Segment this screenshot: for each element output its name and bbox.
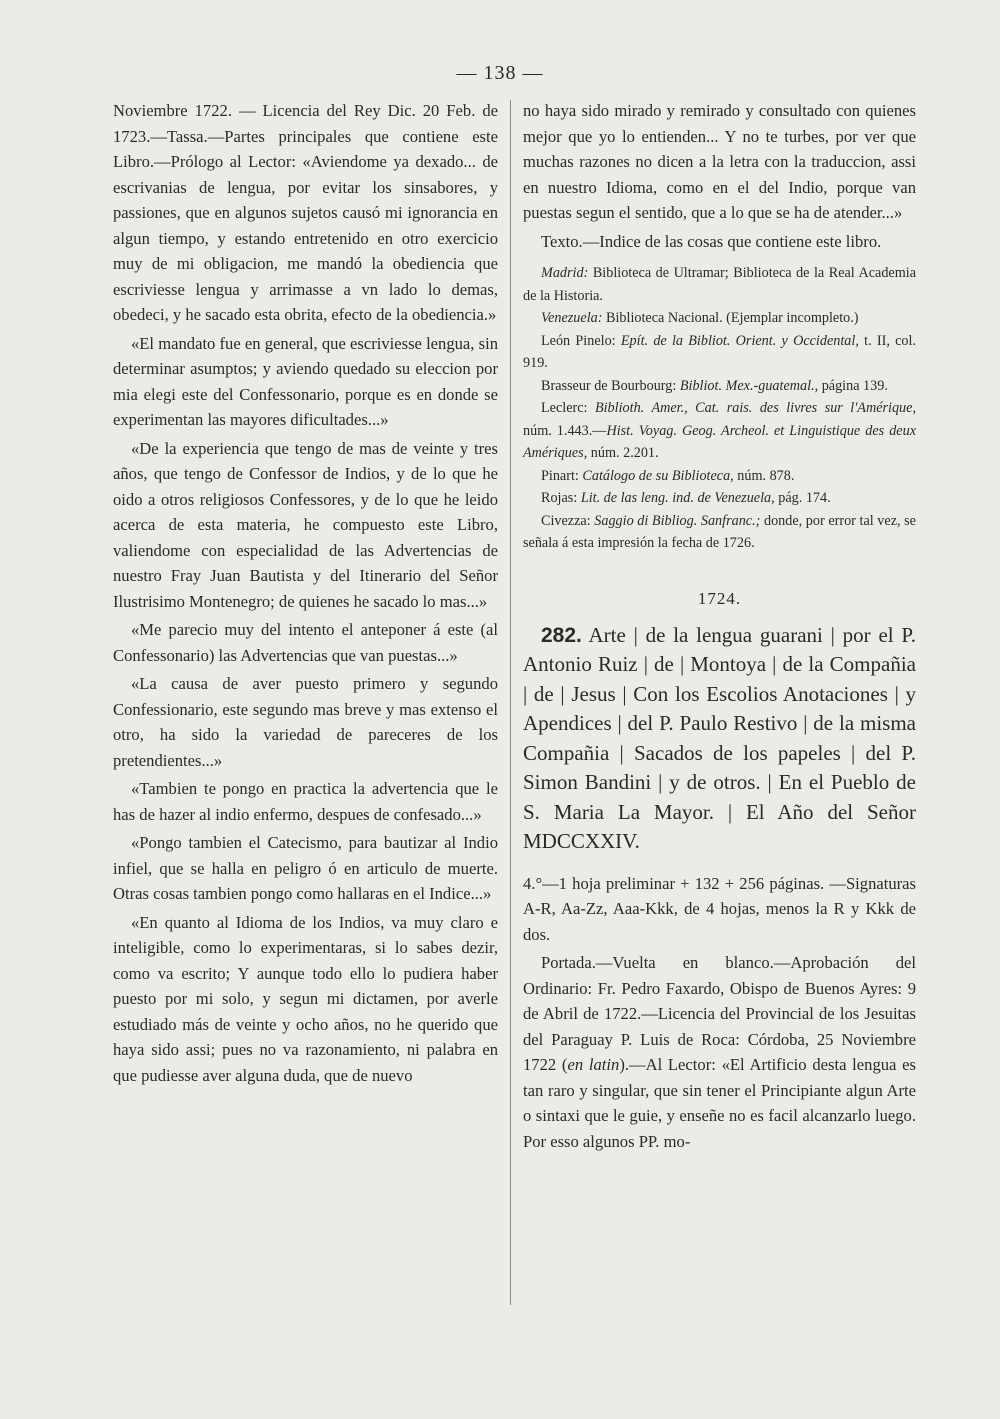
reference-title: Hist. Voyag. Geog. Archeol. et Linguistique des deux Amériques <box>523 422 916 461</box>
reference-rojas <box>523 487 916 510</box>
right-column <box>523 98 916 1154</box>
reference-title: Bibliot. Mex.-guatemal. <box>679 377 815 394</box>
physical-description: 4.°—1 hoja preliminar + 132 + 256 páginas. —Signaturas A-R, Aa-Zz, Aaa-Kkk, de 4 hojas, menos la R y Kkk de dos. <box>523 873 916 944</box>
reference-text: , t. II, col. 919. <box>523 332 917 371</box>
entry-title <box>523 621 916 857</box>
reference-pinart <box>523 465 916 488</box>
reference-text: , núm. 878. <box>730 467 795 484</box>
page-number: — 138 — <box>456 62 544 84</box>
reference-text: , página 139. <box>814 377 888 394</box>
column-divider <box>510 100 511 1305</box>
reference-label: Madrid: <box>541 265 589 281</box>
paragraph: «Me parecio muy del intento el anteponer á este (al Confessonario) las Advertencias que van puestas...» <box>113 620 498 665</box>
paragraph-text: ).—Al Lector: «El Artificio desta lengua es tan raro y singular, que sin tener el Principiante algun Arte o sintaxi que le guie, y enseñe no es facil alcanzarlo luego. Por esso algunos PP. mo- <box>523 1055 916 1151</box>
reference-author: Brasseur de Bourbourg: <box>541 377 680 394</box>
paragraph: «La causa de aver puesto primero y segundo Confessionario, este segundo mas breve y mas extenso el otro, ha sido la variedad de pareceres de los pretendientes...» <box>113 674 498 770</box>
year-heading: 1724. <box>697 588 742 608</box>
reference-text: donde, por error tal vez, se señala á esta impresión la fecha de 1726. <box>523 512 916 551</box>
reference-text: , núm. 1.443.— <box>523 400 916 439</box>
reference-label: Venezuela: <box>541 310 603 326</box>
texto-paragraph: Texto.—Indice de las cosas que contiene este libro. <box>541 231 882 251</box>
continuation-paragraph: no haya sido mirado y remirado y consultado con quienes mejor que yo lo entienden... Y no te turbes, por ver que muchas razones no dicen a la letra con la traduccion, assi en nuestro Idioma, como en el del Indio, porque van puestas segun el sentido, que a lo que se ha de atender...» <box>523 101 916 222</box>
paragraph-italic: en latin <box>567 1055 620 1074</box>
reference-title: Epít. de la Bibliot. Orient. y Occidental <box>620 332 856 349</box>
reference-leclerc <box>523 397 916 465</box>
paragraph: Noviembre 1722. — Licencia del Rey Dic. 20 Feb. de 1723.—Tassa.—Partes principales que contiene este Libro.—Prólogo al Lector: «Aviendome ya dexado... de escrivanias de lengua, por evitar los sinsabores, y passiones, que en algunos sujetos causó mi ignorancia en algun tiempo, y estando entretenido en otro exercicio muy de mi obligacion, me mandó la obediencia que escriviesse lengua y arrimasse a vn lado lo demas, obedeci, y he sacado esta obrita, efecto de la obediencia.» <box>113 101 498 324</box>
paragraph-text: Portada.—Vuelta en blanco.—Aprobación del Ordinario: Fr. Pedro Faxardo, Obispo de Buenos Ayres: 9 de Abril de 1722.—Licencia del Provincial de los Jesuitas del Paraguay P. Luis de Roca: Córdoba, 25 Noviembre 1722 ( <box>523 953 916 1074</box>
reference-title: Saggio di Bibliog. Sanfranc.; <box>594 512 761 529</box>
paragraph: «Tambien te pongo en practica la advertencia que le has de hazer al indio enfermo, despues de confesado...» <box>113 779 498 824</box>
references <box>523 262 916 555</box>
entry-number: 282. <box>541 623 582 647</box>
left-column <box>113 98 498 1088</box>
reference-civezza <box>523 510 916 555</box>
reference-leon-pinelo <box>523 330 916 375</box>
portada-paragraph <box>523 950 916 1154</box>
reference-madrid <box>523 262 916 307</box>
reference-text: , núm. 2.201. <box>583 445 659 461</box>
reference-title: Lit. de las leng. ind. de Venezuela <box>580 490 772 506</box>
reference-author: Leclerc: <box>541 400 595 416</box>
reference-author: Rojas: <box>541 490 581 506</box>
paragraph: «En quanto al Idioma de los Indios, va muy claro e inteligible, como lo experimentaras, si lo sabes dezir, como va escrito; Y aunque todo ello lo pudiera haber puesto por mi solo, y segun mi dictamen, por averle estudiado más de veinte y ocho años, no he querido que haya sido assi; pues no va razonamiento, ni palabra en que pudiesse aver alguna duda, que de nuevo <box>113 912 498 1085</box>
reference-brasseur <box>523 375 916 398</box>
reference-text: Biblioteca Nacional. (Ejemplar incompleto.) <box>602 310 859 326</box>
reference-text: , pág. 174. <box>771 490 831 506</box>
reference-author: Civezza: <box>541 512 595 529</box>
paragraph: «De la experiencia que tengo de mas de veinte y tres años, que tengo de Confessor de Indios, y de lo que he oido a otros religiosos Confessores, y de lo que he leido acerca de esta materia, he compuesto este Libro, valiendome con especialidad de las Advertencias de nuestro Fray Juan Bautista y del Itinerario del Señor Ilustrisimo Montenegro; de quienes he sacado lo mas...» <box>113 438 498 611</box>
reference-author: Pinart: <box>541 467 583 484</box>
paragraph: «El mandato fue en general, que escriviesse lengua, sin determinar asumptos; y aviendo quedado su eleccion por mia elegi este del Confessonario, porque es en donde se experimentan las mayores dificultades...» <box>113 333 498 429</box>
reference-text: Biblioteca de Ultramar; Biblioteca de la Real Academia de la Historia. <box>523 265 916 304</box>
reference-venezuela <box>523 307 916 330</box>
entry-title-text: Arte | de la lengua guarani | por el P. Antonio Ruiz | de | Montoya | de la Compañia | de | Jesus | Con los Escolios Anotaciones | y Apendices | del P. Paulo Restivo | de la misma Compañia | Sacados de los papeles | del P. Simon Bandini | y de otros. | En el Pueblo de S. Maria La Mayor. | El Año del Señor <box>523 622 916 824</box>
reference-title: Catálogo de su Biblioteca <box>582 467 731 484</box>
entry-title-year: MDCCXXIV. <box>523 829 640 853</box>
reference-title: Biblioth. Amer., Cat. rais. des livres sur l'Amérique <box>594 400 913 416</box>
reference-author: León Pinelo: <box>541 332 621 349</box>
paragraph: «Pongo tambien el Catecismo, para bautizar al Indio infiel, que se halla en peligro ó en articulo de muerte. Otras cosas tambien pongo como hallaras en el Indice...» <box>113 833 498 903</box>
